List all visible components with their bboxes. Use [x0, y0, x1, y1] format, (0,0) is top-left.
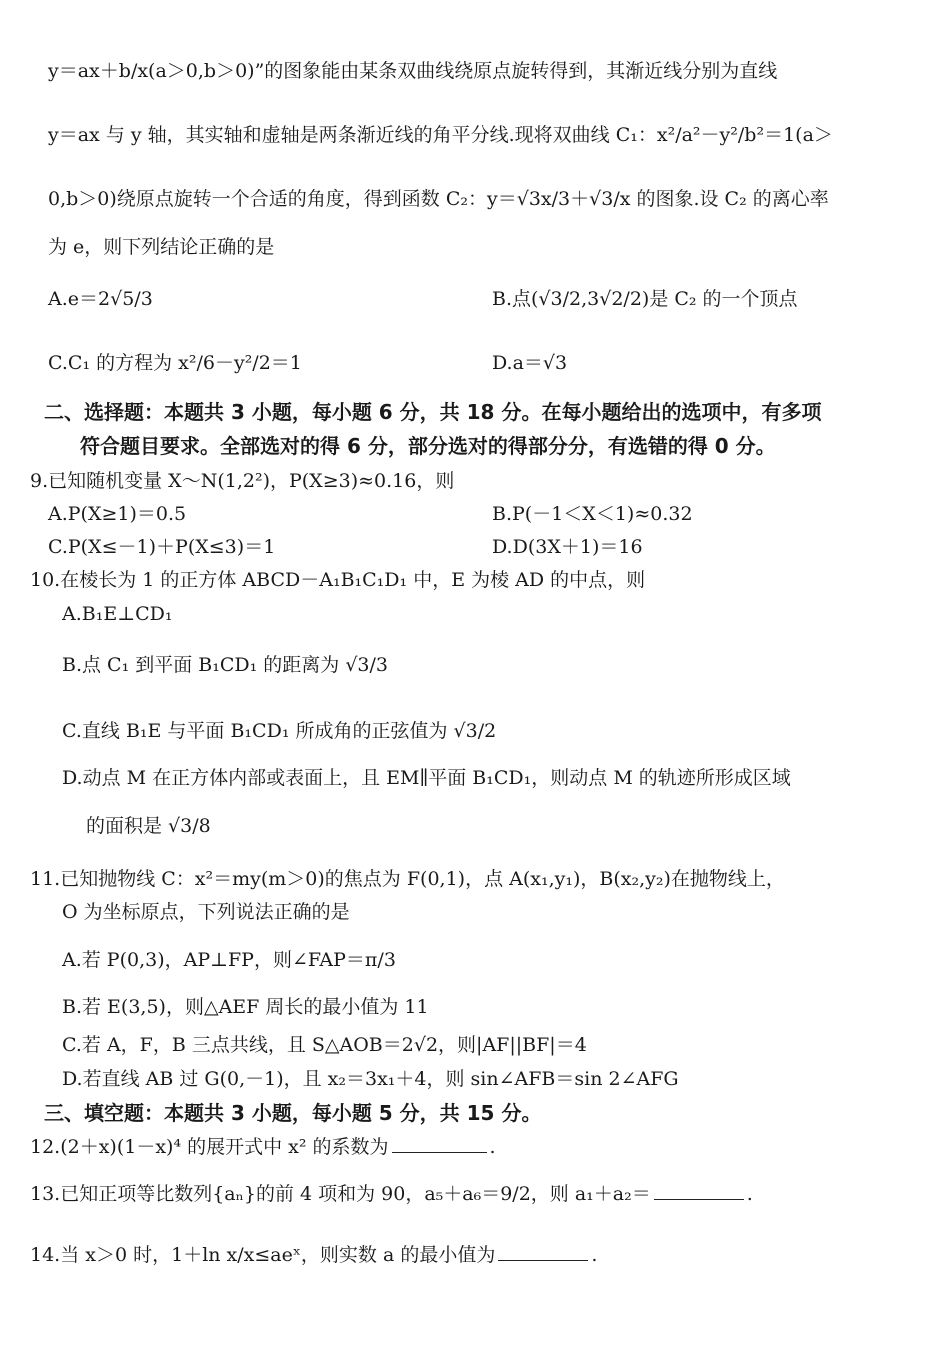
q12-answer-blank[interactable]: [392, 1152, 487, 1153]
q10-option-d-line-2: 的面积是 √3/8: [86, 815, 211, 837]
q11-stem-line-1: 11.已知抛物线 C：x²＝my(m＞0)的焦点为 F(0,1)，点 A(x₁,y₁)，B(x₂,y₂)在抛物线上，: [30, 868, 785, 890]
q11-option-d: D.若直线 AB 过 G(0,－1)，且 x₂＝3x₁＋4，则 sin∠AFB＝sin 2∠AFG: [62, 1068, 679, 1090]
q11-option-b: B.若 E(3,5)，则△AEF 周长的最小值为 11: [62, 996, 429, 1018]
q8-line-2: y＝ax 与 y 轴，其实轴和虚轴是两条渐近线的角平分线.现将双曲线 C₁：x²/a²－y²/b²＝1(a＞: [48, 124, 833, 146]
q13-answer-blank[interactable]: [654, 1199, 744, 1200]
section-2-heading-line-1: 二、选择题：本题共 3 小题，每小题 6 分，共 18 分。在每小题给出的选项中，有多项: [44, 400, 822, 424]
q8-option-b: B.点(√3/2,3√2/2)是 C₂ 的一个顶点: [492, 288, 798, 310]
q14-line: [30, 1244, 597, 1267]
section-3-heading: 三、填空题：本题共 3 小题，每小题 5 分，共 15 分。: [44, 1101, 542, 1125]
q14-tail: .: [591, 1244, 598, 1266]
q13-tail: .: [746, 1183, 753, 1205]
q9-option-c: C.P(X≤－1)＋P(X≤3)＝1: [48, 536, 276, 558]
q9-option-a: A.P(X≥1)＝0.5: [48, 503, 187, 525]
q8-option-c: C.C₁ 的方程为 x²/6－y²/2＝1: [48, 352, 302, 374]
q14-stem: 14.当 x＞0 时，1＋ln x/x≤aeˣ，则实数 a 的最小值为: [30, 1244, 496, 1266]
q8-line-3: 0,b＞0)绕原点旋转一个合适的角度，得到函数 C₂：y＝√3x/3＋√3/x 的图象.设 C₂ 的离心率: [48, 188, 829, 210]
section-2-heading-line-2: 符合题目要求。全部选对的得 6 分，部分选对的得部分分，有选错的得 0 分。: [80, 434, 776, 458]
q14-answer-blank[interactable]: [498, 1260, 588, 1261]
q13-stem: 13.已知正项等比数列{aₙ}的前 4 项和为 90，a₅＋a₆＝9/2，则 a₁＋a₂＝: [30, 1183, 651, 1205]
q12-line: [30, 1136, 496, 1159]
q8-line-1: y＝ax＋b/x(a＞0,b＞0)”的图象能由某条双曲线绕原点旋转得到，其渐近线分别为直线: [48, 60, 778, 82]
q11-option-c: C.若 A，F，B 三点共线，且 S△AOB＝2√2，则|AF||BF|＝4: [62, 1034, 587, 1056]
q11-stem-line-2: O 为坐标原点，下列说法正确的是: [62, 901, 350, 923]
q10-option-b: B.点 C₁ 到平面 B₁CD₁ 的距离为 √3/3: [62, 654, 389, 676]
q8-option-d: D.a＝√3: [492, 352, 568, 374]
q8-option-a: A.e＝2√5/3: [48, 288, 153, 310]
q10-option-a: A.B₁E⊥CD₁: [62, 603, 173, 625]
q10-option-c: C.直线 B₁E 与平面 B₁CD₁ 所成角的正弦值为 √3/2: [62, 720, 497, 742]
q12-tail: .: [489, 1136, 496, 1158]
q9-option-d: D.D(3X＋1)＝16: [492, 536, 643, 558]
q9-stem: 9.已知随机变量 X～N(1,2²)，P(X≥3)≈0.16，则: [30, 470, 455, 492]
q10-stem: 10.在棱长为 1 的正方体 ABCD－A₁B₁C₁D₁ 中，E 为棱 AD 的中点，则: [30, 569, 646, 591]
q13-line: [30, 1183, 753, 1206]
q11-option-a: A.若 P(0,3)，AP⊥FP，则∠FAP＝π/3: [62, 949, 396, 971]
q8-line-4: 为 e，则下列结论正确的是: [48, 236, 275, 258]
q9-option-b: B.P(－1＜X＜1)≈0.32: [492, 503, 693, 525]
q12-stem: 12.(2＋x)(1－x)⁴ 的展开式中 x² 的系数为: [30, 1136, 389, 1158]
q10-option-d-line-1: D.动点 M 在正方体内部或表面上，且 EM∥平面 B₁CD₁，则动点 M 的轨迹所形成区域: [62, 767, 791, 789]
